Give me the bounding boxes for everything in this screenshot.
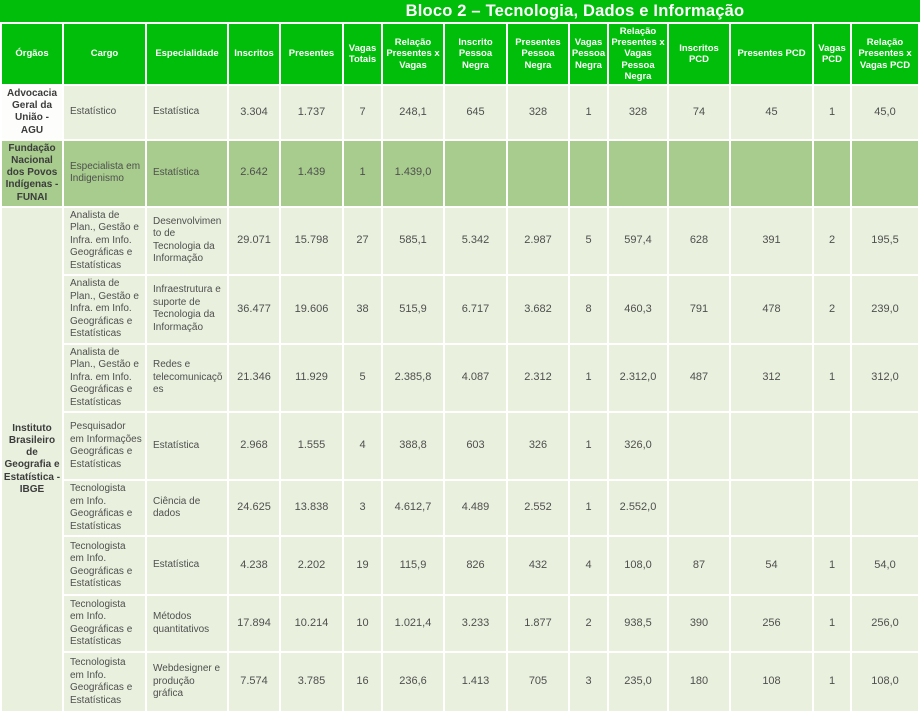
value-cell: 2.987 <box>508 208 568 275</box>
cargo-cell: Tecnologista em Info. Geográficas e Estatísticas <box>64 537 145 594</box>
value-cell: 390 <box>669 596 729 651</box>
value-cell: 21.346 <box>229 345 279 412</box>
value-cell: 1 <box>570 345 607 412</box>
value-cell: 10.214 <box>281 596 342 651</box>
value-cell: 16 <box>344 653 381 711</box>
value-cell <box>609 141 667 206</box>
value-cell: 29.071 <box>229 208 279 275</box>
value-cell: 3.682 <box>508 276 568 343</box>
value-cell: 1.439,0 <box>383 141 443 206</box>
value-cell: 4 <box>570 537 607 594</box>
column-header: Vagas Pessoa Negra <box>570 24 607 84</box>
value-cell: 1 <box>814 345 850 412</box>
value-cell <box>669 141 729 206</box>
value-cell: 4.489 <box>445 481 506 535</box>
value-cell: 45 <box>731 86 812 139</box>
table-row <box>2 413 918 479</box>
value-cell: 2.968 <box>229 413 279 479</box>
value-cell: 235,0 <box>609 653 667 711</box>
column-header: Relação Presentes x Vagas <box>383 24 443 84</box>
value-cell: 388,8 <box>383 413 443 479</box>
value-cell: 1 <box>814 653 850 711</box>
cargo-cell: Tecnologista em Info. Geográficas e Estatísticas <box>64 481 145 535</box>
value-cell: 74 <box>669 86 729 139</box>
column-header: Cargo <box>64 24 145 84</box>
value-cell: 8 <box>570 276 607 343</box>
value-cell <box>731 141 812 206</box>
value-cell: 2.202 <box>281 537 342 594</box>
column-header: Órgãos <box>2 24 62 84</box>
cargo-cell: Estatístico <box>64 86 145 139</box>
value-cell: 326,0 <box>609 413 667 479</box>
value-cell: 1 <box>814 596 850 651</box>
value-cell: 1.021,4 <box>383 596 443 651</box>
especialidade-cell: Estatística <box>147 537 227 594</box>
value-cell: 5.342 <box>445 208 506 275</box>
value-cell: 2.385,8 <box>383 345 443 412</box>
table-row <box>2 208 918 275</box>
table-row <box>2 537 918 594</box>
value-cell: 54,0 <box>852 537 918 594</box>
value-cell: 326 <box>508 413 568 479</box>
value-cell: 115,9 <box>383 537 443 594</box>
value-cell: 938,5 <box>609 596 667 651</box>
column-header: Inscritos <box>229 24 279 84</box>
especialidade-cell: Estatística <box>147 141 227 206</box>
value-cell: 2.552,0 <box>609 481 667 535</box>
value-cell <box>669 481 729 535</box>
value-cell: 236,6 <box>383 653 443 711</box>
value-cell: 180 <box>669 653 729 711</box>
org-cell: Instituto Brasileiro de Geografia e Estatística - IBGE <box>2 208 62 712</box>
value-cell <box>814 481 850 535</box>
cargo-cell: Especialista em Indigenismo <box>64 141 145 206</box>
value-cell: 628 <box>669 208 729 275</box>
value-cell: 2.312 <box>508 345 568 412</box>
value-cell: 1.737 <box>281 86 342 139</box>
column-header: Inscrito Pessoa Negra <box>445 24 506 84</box>
table-row <box>2 596 918 651</box>
value-cell <box>852 141 918 206</box>
value-cell: 2.552 <box>508 481 568 535</box>
value-cell <box>852 481 918 535</box>
column-header: Relação Presentes x Vagas PCD <box>852 24 918 84</box>
column-header: Presentes <box>281 24 342 84</box>
value-cell: 87 <box>669 537 729 594</box>
value-cell <box>814 413 850 479</box>
value-cell: 3.233 <box>445 596 506 651</box>
table-row <box>2 276 918 343</box>
value-cell: 17.894 <box>229 596 279 651</box>
value-cell: 24.625 <box>229 481 279 535</box>
value-cell: 705 <box>508 653 568 711</box>
column-header: Vagas PCD <box>814 24 850 84</box>
value-cell: 791 <box>669 276 729 343</box>
value-cell: 256 <box>731 596 812 651</box>
stats-table <box>0 22 920 713</box>
value-cell: 248,1 <box>383 86 443 139</box>
value-cell <box>814 141 850 206</box>
block-title <box>0 0 920 22</box>
table-row <box>2 653 918 711</box>
value-cell <box>445 141 506 206</box>
value-cell <box>731 413 812 479</box>
column-header: Relação Presentes x Vagas Pessoa Negra <box>609 24 667 84</box>
especialidade-cell: Webdesigner e produção gráfica <box>147 653 227 711</box>
especialidade-cell: Estatística <box>147 413 227 479</box>
cargo-cell: Tecnologista em Info. Geográficas e Estatísticas <box>64 596 145 651</box>
cargo-cell: Analista de Plan., Gestão e Infra. em Info. Geográficas e Estatísticas <box>64 208 145 275</box>
value-cell: 4.238 <box>229 537 279 594</box>
value-cell: 239,0 <box>852 276 918 343</box>
value-cell: 585,1 <box>383 208 443 275</box>
especialidade-cell: Métodos quantitativos <box>147 596 227 651</box>
value-cell: 312,0 <box>852 345 918 412</box>
value-cell: 460,3 <box>609 276 667 343</box>
value-cell: 3.785 <box>281 653 342 711</box>
especialidade-cell: Ciência de dados <box>147 481 227 535</box>
org-cell: Fundação Nacional dos Povos Indígenas - FUNAI <box>2 141 62 206</box>
value-cell: 1 <box>814 537 850 594</box>
value-cell: 603 <box>445 413 506 479</box>
value-cell: 45,0 <box>852 86 918 139</box>
value-cell: 11.929 <box>281 345 342 412</box>
value-cell: 7 <box>344 86 381 139</box>
especialidade-cell: Redes e telecomunicações <box>147 345 227 412</box>
value-cell: 597,4 <box>609 208 667 275</box>
cargo-cell: Pesquisador em Informações Geográficas e Estatísticas <box>64 413 145 479</box>
value-cell: 1 <box>814 86 850 139</box>
value-cell: 4.087 <box>445 345 506 412</box>
value-cell: 2.642 <box>229 141 279 206</box>
column-header: Presentes Pessoa Negra <box>508 24 568 84</box>
value-cell: 1.439 <box>281 141 342 206</box>
value-cell: 432 <box>508 537 568 594</box>
value-cell: 2 <box>570 596 607 651</box>
value-cell: 312 <box>731 345 812 412</box>
value-cell <box>669 413 729 479</box>
value-cell: 2.312,0 <box>609 345 667 412</box>
value-cell: 3.304 <box>229 86 279 139</box>
value-cell: 391 <box>731 208 812 275</box>
cargo-cell: Analista de Plan., Gestão e Infra. em Info. Geográficas e Estatísticas <box>64 345 145 412</box>
value-cell: 10 <box>344 596 381 651</box>
value-cell: 36.477 <box>229 276 279 343</box>
value-cell: 487 <box>669 345 729 412</box>
value-cell: 1 <box>570 413 607 479</box>
value-cell: 1.877 <box>508 596 568 651</box>
value-cell: 54 <box>731 537 812 594</box>
table-row <box>2 481 918 535</box>
value-cell: 1 <box>570 481 607 535</box>
value-cell: 27 <box>344 208 381 275</box>
value-cell: 5 <box>344 345 381 412</box>
block-title-text: Bloco 2 – Tecnologia, Dados e Informação <box>405 1 745 20</box>
value-cell: 1.413 <box>445 653 506 711</box>
column-header: Inscritos PCD <box>669 24 729 84</box>
value-cell: 1 <box>344 141 381 206</box>
value-cell: 478 <box>731 276 812 343</box>
value-cell: 3 <box>570 653 607 711</box>
value-cell <box>508 141 568 206</box>
value-cell: 19 <box>344 537 381 594</box>
value-cell: 4 <box>344 413 381 479</box>
column-header: Especialidade <box>147 24 227 84</box>
value-cell: 108,0 <box>852 653 918 711</box>
table-row <box>2 345 918 412</box>
column-header: Vagas Totais <box>344 24 381 84</box>
value-cell: 19.606 <box>281 276 342 343</box>
value-cell: 515,9 <box>383 276 443 343</box>
value-cell: 1 <box>570 86 607 139</box>
value-cell: 4.612,7 <box>383 481 443 535</box>
value-cell: 3 <box>344 481 381 535</box>
value-cell <box>731 481 812 535</box>
value-cell: 826 <box>445 537 506 594</box>
value-cell: 2 <box>814 276 850 343</box>
value-cell: 6.717 <box>445 276 506 343</box>
value-cell: 328 <box>508 86 568 139</box>
value-cell: 1.555 <box>281 413 342 479</box>
especialidade-cell: Desenvolvimento de Tecnologia da Informação <box>147 208 227 275</box>
org-cell: Advocacia Geral da União - AGU <box>2 86 62 139</box>
value-cell: 195,5 <box>852 208 918 275</box>
especialidade-cell: Estatística <box>147 86 227 139</box>
value-cell: 2 <box>814 208 850 275</box>
cargo-cell: Analista de Plan., Gestão e Infra. em Info. Geográficas e Estatísticas <box>64 276 145 343</box>
header-row <box>2 24 918 84</box>
value-cell: 38 <box>344 276 381 343</box>
value-cell: 5 <box>570 208 607 275</box>
column-header: Presentes PCD <box>731 24 812 84</box>
value-cell: 7.574 <box>229 653 279 711</box>
table-row <box>2 86 918 139</box>
value-cell: 256,0 <box>852 596 918 651</box>
value-cell: 645 <box>445 86 506 139</box>
value-cell <box>852 413 918 479</box>
value-cell: 328 <box>609 86 667 139</box>
especialidade-cell: Infraestrutura e suporte de Tecnologia da Informação <box>147 276 227 343</box>
value-cell: 108 <box>731 653 812 711</box>
cargo-cell: Tecnologista em Info. Geográficas e Estatísticas <box>64 653 145 711</box>
table-row <box>2 141 918 206</box>
value-cell: 15.798 <box>281 208 342 275</box>
value-cell: 108,0 <box>609 537 667 594</box>
value-cell: 13.838 <box>281 481 342 535</box>
value-cell <box>570 141 607 206</box>
